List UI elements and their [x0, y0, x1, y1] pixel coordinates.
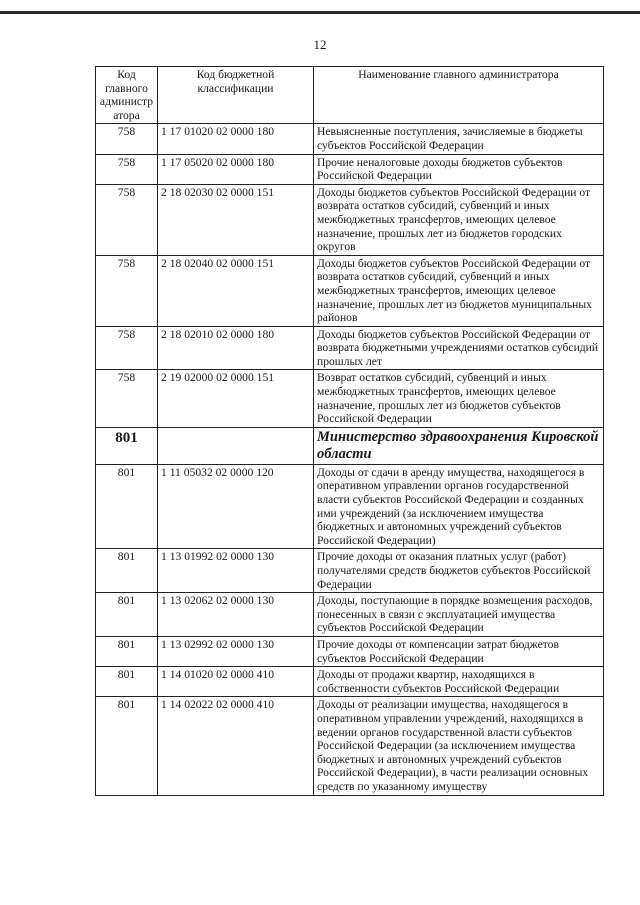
admin-name-cell: Доходы от продажи квартир, находящихся в собственности субъектов Российской Федерации	[314, 667, 604, 697]
budget-code-cell: 2 18 02030 02 0000 151	[158, 184, 314, 255]
budget-code-cell: 2 18 02040 02 0000 151	[158, 255, 314, 326]
table-row	[96, 255, 604, 326]
admin-name-cell: Невыясненные поступления, зачисляемые в бюджеты субъектов Российской Федерации	[314, 124, 604, 154]
budget-code-cell: 1 17 01020 02 0000 180	[158, 124, 314, 154]
budget-code-cell: 2 19 02000 02 0000 151	[158, 370, 314, 427]
page-number: 12	[313, 37, 327, 52]
table-row	[96, 593, 604, 637]
budget-code-cell: 1 13 01992 02 0000 130	[158, 549, 314, 593]
table-row	[96, 184, 604, 255]
admin-code-cell: 758	[96, 255, 158, 326]
table-row	[96, 697, 604, 795]
admin-code-cell: 801	[96, 667, 158, 697]
admin-code-cell: 758	[96, 184, 158, 255]
section-row	[96, 427, 604, 464]
table-row	[96, 636, 604, 666]
admin-code-cell: 801	[96, 636, 158, 666]
admin-code-cell: 801	[96, 427, 158, 464]
admin-code-cell: 801	[96, 593, 158, 637]
table-row	[96, 549, 604, 593]
budget-code-cell: 1 13 02992 02 0000 130	[158, 636, 314, 666]
table-row	[96, 370, 604, 427]
budget-code-cell: 1 11 05032 02 0000 120	[158, 464, 314, 549]
header-admin-name: Наименование главного администратора	[314, 67, 604, 124]
table-header-row	[96, 67, 604, 124]
admin-name-cell: Доходы от сдачи в аренду имущества, находящегося в оперативном управлении органов государственной власти субъектов Российской Федерации и созданных ими учреждений (за исключением имущества бюджетных и автономных учреждений субъектов Российской Федерации)	[314, 464, 604, 549]
table-row	[96, 464, 604, 549]
admin-code-cell: 801	[96, 549, 158, 593]
admin-code-cell: 801	[96, 697, 158, 795]
admin-name-cell: Прочие доходы от оказания платных услуг (работ) получателями средств бюджетов субъектов Российской Федерации	[314, 549, 604, 593]
admin-name-cell: Доходы бюджетов субъектов Российской Федерации от возврата остатков субсидий, субвенций и иных межбюджетных трансфертов, имеющих целевое назначение, прошлых лет из бюджетов муниципальных районов	[314, 255, 604, 326]
admin-name-cell: Возврат остатков субсидий, субвенций и иных межбюджетных трансфертов, имеющих целевое назначение, прошлых лет из бюджетов субъектов Российской Федерации	[314, 370, 604, 427]
admin-name-cell: Министерство здравоохранения Кировской области	[314, 427, 604, 464]
admin-name-cell: Доходы бюджетов субъектов Российской Федерации от возврата остатков субсидий, субвенций и иных межбюджетных трансфертов, имеющих целевое назначение, прошлых лет из бюджетов городских округов	[314, 184, 604, 255]
admin-name-cell: Доходы от реализации имущества, находящегося в оперативном управлении учреждений, находящихся в ведении органов государственной власти субъектов Российской Федерации (за исключением имущества бюджетных и автономных учреждений субъектов Российской Федерации), в части реализации основных средств по указанному имуществу	[314, 697, 604, 795]
admin-code-cell: 758	[96, 370, 158, 427]
header-admin-code: Код главного администратора	[96, 67, 158, 124]
table-body	[96, 124, 604, 795]
admin-code-cell: 758	[96, 326, 158, 370]
header-budget-code: Код бюджетной классификации	[158, 67, 314, 124]
budget-code-cell: 1 14 02022 02 0000 410	[158, 697, 314, 795]
budget-code-cell: 1 13 02062 02 0000 130	[158, 593, 314, 637]
table-row	[96, 124, 604, 154]
budget-classification-table	[95, 66, 604, 796]
admin-code-cell: 801	[96, 464, 158, 549]
table-row	[96, 326, 604, 370]
table-row	[96, 667, 604, 697]
admin-name-cell: Доходы, поступающие в порядке возмещения расходов, понесенных в связи с эксплуатацией имущества субъектов Российской Федерации	[314, 593, 604, 637]
table-row	[96, 154, 604, 184]
admin-name-cell: Доходы бюджетов субъектов Российской Федерации от возврата бюджетными учреждениями остатков субсидий прошлых лет	[314, 326, 604, 370]
budget-code-cell: 1 14 01020 02 0000 410	[158, 667, 314, 697]
budget-code-cell: 2 18 02010 02 0000 180	[158, 326, 314, 370]
admin-name-cell: Прочие неналоговые доходы бюджетов субъектов Российской Федерации	[314, 154, 604, 184]
admin-code-cell: 758	[96, 154, 158, 184]
admin-name-cell: Прочие доходы от компенсации затрат бюджетов субъектов Российской Федерации	[314, 636, 604, 666]
budget-code-cell	[158, 427, 314, 464]
admin-code-cell: 758	[96, 124, 158, 154]
top-border-rule	[0, 11, 640, 14]
budget-code-cell: 1 17 05020 02 0000 180	[158, 154, 314, 184]
